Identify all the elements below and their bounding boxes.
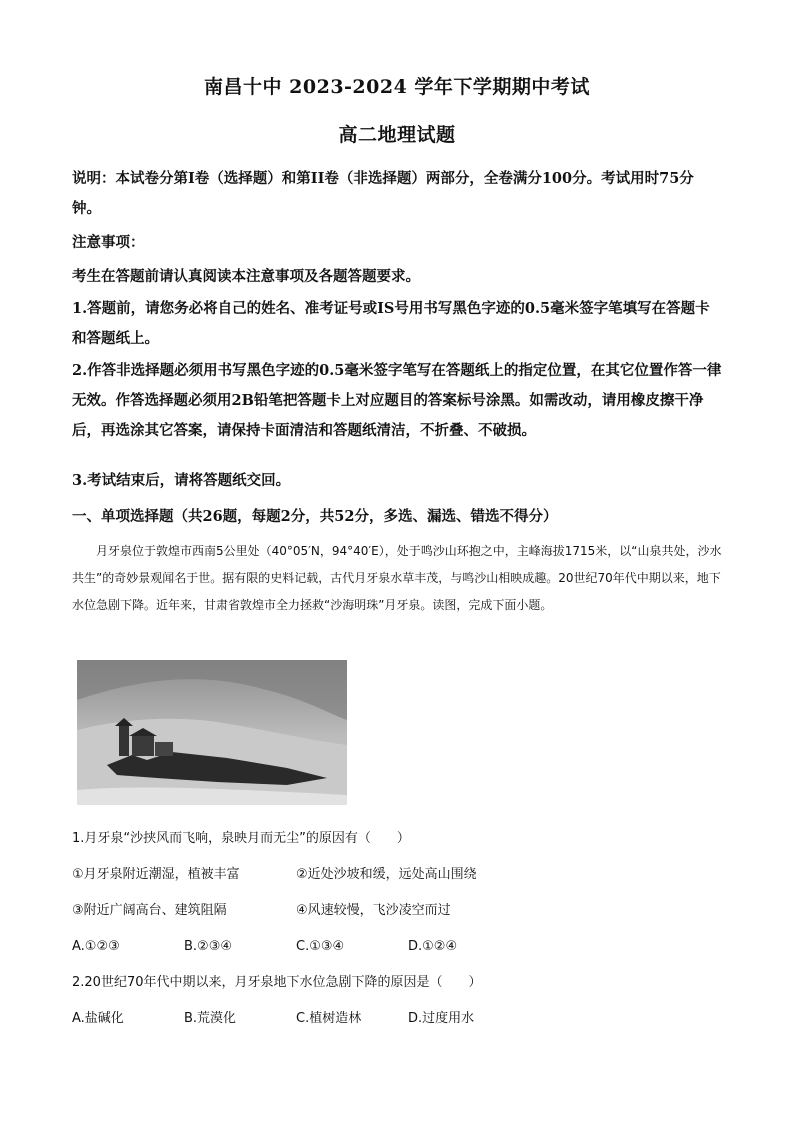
crescent-spring-photo [77, 660, 347, 805]
statement-4: ④风速较慢，飞沙凌空而过 [296, 903, 451, 918]
option-a[interactable]: A.①②③ [72, 939, 120, 954]
question-1-stem: 1.月牙泉“沙挟风而飞响，泉映月而无尘”的原因有（ ） [72, 831, 410, 846]
option-d[interactable]: D.过度用水 [408, 1011, 475, 1026]
exam-note: 说明：本试卷分第Ⅰ卷（选择题）和第II卷（非选择题）两部分，全卷满分100分。考试用时75分钟。 [72, 170, 694, 217]
section-heading: 一、单项选择题（共26题，每题2分，共52分，多选、漏选、错选不得分） [72, 508, 558, 525]
notice-item-2: 2.作答非选择题必须用书写黑色字迹的0.5毫米签字笔写在答题纸上的指定位置，在其它位置作答一律无效。作答选择题必须用2B铅笔把答题卡上对应题目的答案标号涂黑。如需改动，请用橡皮擦干净后，再选涂其它答案，请保持卡面清洁和答题纸清洁，不折叠、不破损。 [72, 362, 722, 439]
option-d[interactable]: D.①②④ [408, 939, 458, 954]
statement-2: ②近处沙坡和缓，远处高山围绕 [296, 867, 477, 882]
photo-scene [77, 660, 347, 805]
option-c[interactable]: C.①③④ [296, 939, 345, 954]
question-1-statements-row-2 [72, 900, 722, 922]
option-a[interactable]: A.盐碱化 [72, 1011, 124, 1026]
question-2-options [72, 1008, 722, 1030]
statement-1: ①月牙泉附近潮湿，植被丰富 [72, 867, 240, 882]
passage-intro: 月牙泉位于敦煌市西南5公里处（40°05′N，94°40′E），处于鸣沙山环抱之中，主峰海拔1715米，以“山泉共处，沙水共生”的奇妙景观闻名于世。据有限的史料记载，古代月牙泉水草丰茂，与鸣沙山相映成趣。20世纪70年代中期以来，地下水位急剧下降。近年来，甘肃省敦煌市全力拯救“沙海明珠”月牙泉。读图，完成下面小题。 [72, 544, 722, 612]
question-1-options [72, 936, 722, 958]
exam-title: 南昌十中 2023-2024 学年下学期期中考试 [204, 76, 590, 98]
statement-3: ③附近广阔高台、建筑阻隔 [72, 903, 227, 918]
option-b[interactable]: B.荒漠化 [184, 1011, 237, 1026]
notice-item-1: 1.答题前，请您务必将自己的姓名、准考证号或IS号用书写黑色字迹的0.5毫米签字笔填写在答题卡和答题纸上。 [72, 300, 710, 347]
notice-reminder: 考生在答题前请认真阅读本注意事项及各题答题要求。 [72, 268, 420, 285]
question-2-stem: 2.20世纪70年代中期以来，月牙泉地下水位急剧下降的原因是（ ） [72, 975, 482, 990]
question-1-statements-row-1 [72, 864, 722, 886]
notice-item-3: 3.考试结束后，请将答题纸交回。 [72, 472, 291, 489]
exam-subtitle: 高二地理试题 [338, 124, 456, 146]
option-c[interactable]: C.植树造林 [296, 1011, 362, 1026]
notice-heading: 注意事项： [72, 234, 145, 251]
option-b[interactable]: B.②③④ [184, 939, 233, 954]
